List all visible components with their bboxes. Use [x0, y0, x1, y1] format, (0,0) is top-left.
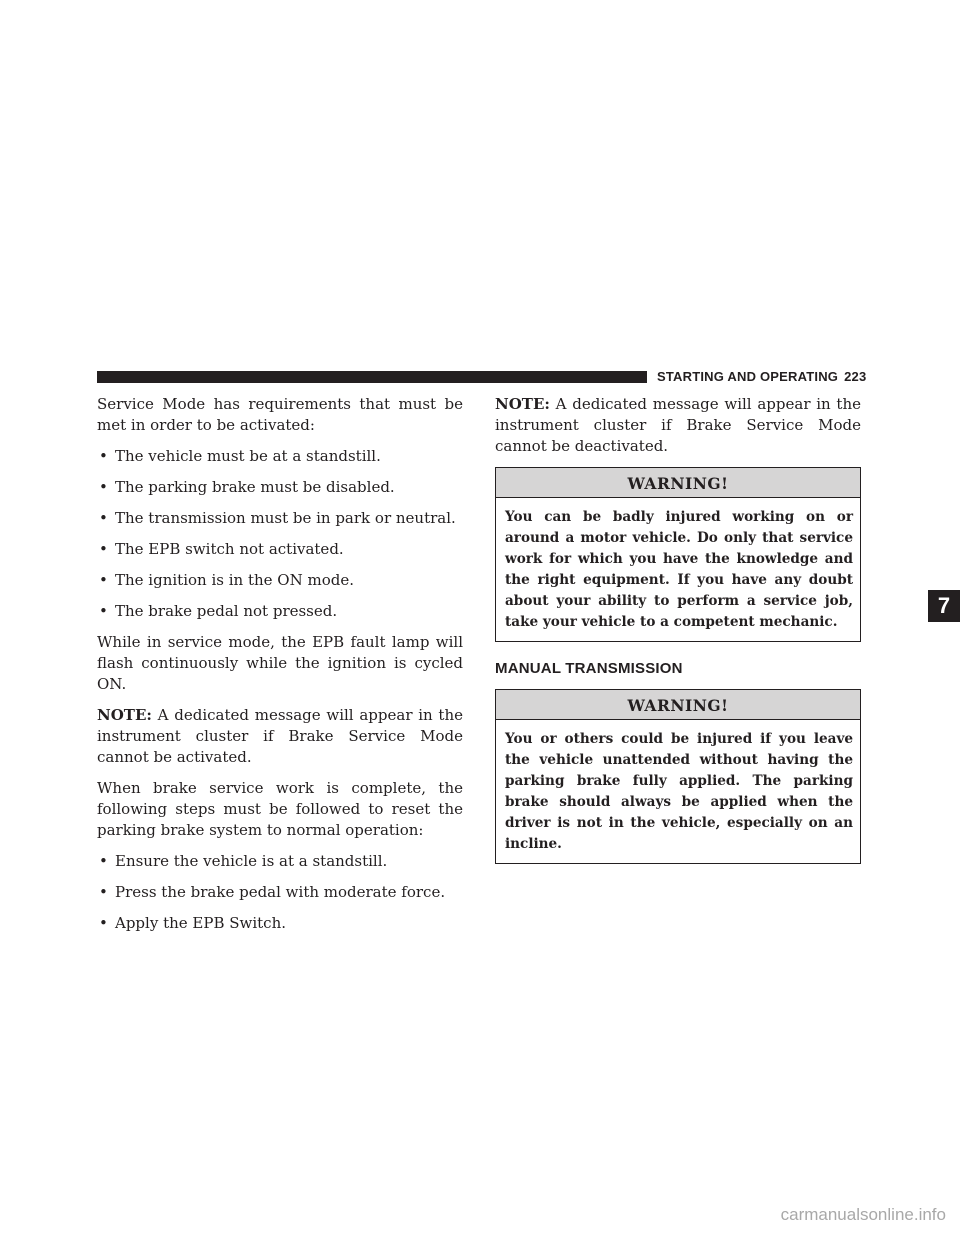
- list-item: • The transmission must be in park or neutral.: [99, 509, 456, 527]
- list-item: • The vehicle must be at a standstill.: [99, 447, 381, 465]
- list-item: • Apply the EPB Switch.: [99, 914, 287, 932]
- note-text: A dedicated message will appear in the instrument cluster if Brake Service Mode cannot be activated.: [97, 706, 463, 766]
- watermark: carmanualsonline.info: [780, 1205, 946, 1224]
- section-heading: MANUAL TRANSMISSION: [495, 660, 683, 677]
- bullet-icon: •: [99, 540, 108, 558]
- chapter-tab: 7: [928, 590, 960, 622]
- running-header: [657, 369, 866, 384]
- intro-paragraph: Service Mode has requirements that must be met in order to be activated:: [97, 395, 463, 434]
- list-item: • The EPB switch not activated.: [99, 540, 344, 558]
- left-column: [97, 394, 463, 944]
- warning-box: [495, 467, 861, 642]
- list-item: • Ensure the vehicle is at a standstill.: [99, 852, 388, 870]
- bullet-icon: •: [99, 478, 108, 496]
- section-title: STARTING AND OPERATING: [657, 369, 839, 384]
- reset-intro-paragraph: When brake service work is complete, the following steps must be followed to reset the parking brake system to normal operation:: [97, 779, 463, 839]
- note-paragraph: [97, 705, 463, 768]
- bullet-icon: •: [99, 447, 108, 465]
- warning-body: You or others could be injured if you leave the vehicle unattended without having the parking brake fully applied. The parking brake should always be applied when the driver is not in the vehicle, especially on an incline.: [505, 731, 853, 852]
- header-rule: [97, 371, 647, 383]
- warning-title: WARNING!: [496, 690, 860, 720]
- page-number: 223: [844, 369, 867, 384]
- bullet-icon: •: [99, 602, 108, 620]
- warning-box: [495, 689, 861, 864]
- note-paragraph: [495, 394, 861, 457]
- list-item: • The brake pedal not pressed.: [99, 602, 338, 620]
- bullet-icon: •: [99, 883, 108, 901]
- service-mode-paragraph: While in service mode, the EPB fault lamp will flash continuously while the ignition is cycled ON.: [97, 633, 463, 693]
- list-item: • The ignition is in the ON mode.: [99, 571, 354, 589]
- reset-steps-list: [97, 851, 463, 934]
- bullet-icon: •: [99, 914, 108, 932]
- note-text: A dedicated message will appear in the instrument cluster if Brake Service Mode cannot be deactivated.: [495, 395, 861, 455]
- list-item: • Press the brake pedal with moderate force.: [99, 883, 446, 901]
- warning-body: You can be badly injured working on or around a motor vehicle. Do only that service work for which you have the knowledge and the right equipment. If you have any doubt about your ability to perform a service job, take your vehicle to a competent mechanic.: [505, 509, 853, 630]
- note-label: NOTE:: [97, 706, 152, 724]
- note-label: NOTE:: [495, 395, 550, 413]
- right-column: [495, 394, 861, 880]
- bullet-icon: •: [99, 509, 108, 527]
- bullet-icon: •: [99, 571, 108, 589]
- requirements-list: [97, 446, 463, 622]
- bullet-icon: •: [99, 852, 108, 870]
- warning-title: WARNING!: [496, 468, 860, 498]
- list-item: • The parking brake must be disabled.: [99, 478, 395, 496]
